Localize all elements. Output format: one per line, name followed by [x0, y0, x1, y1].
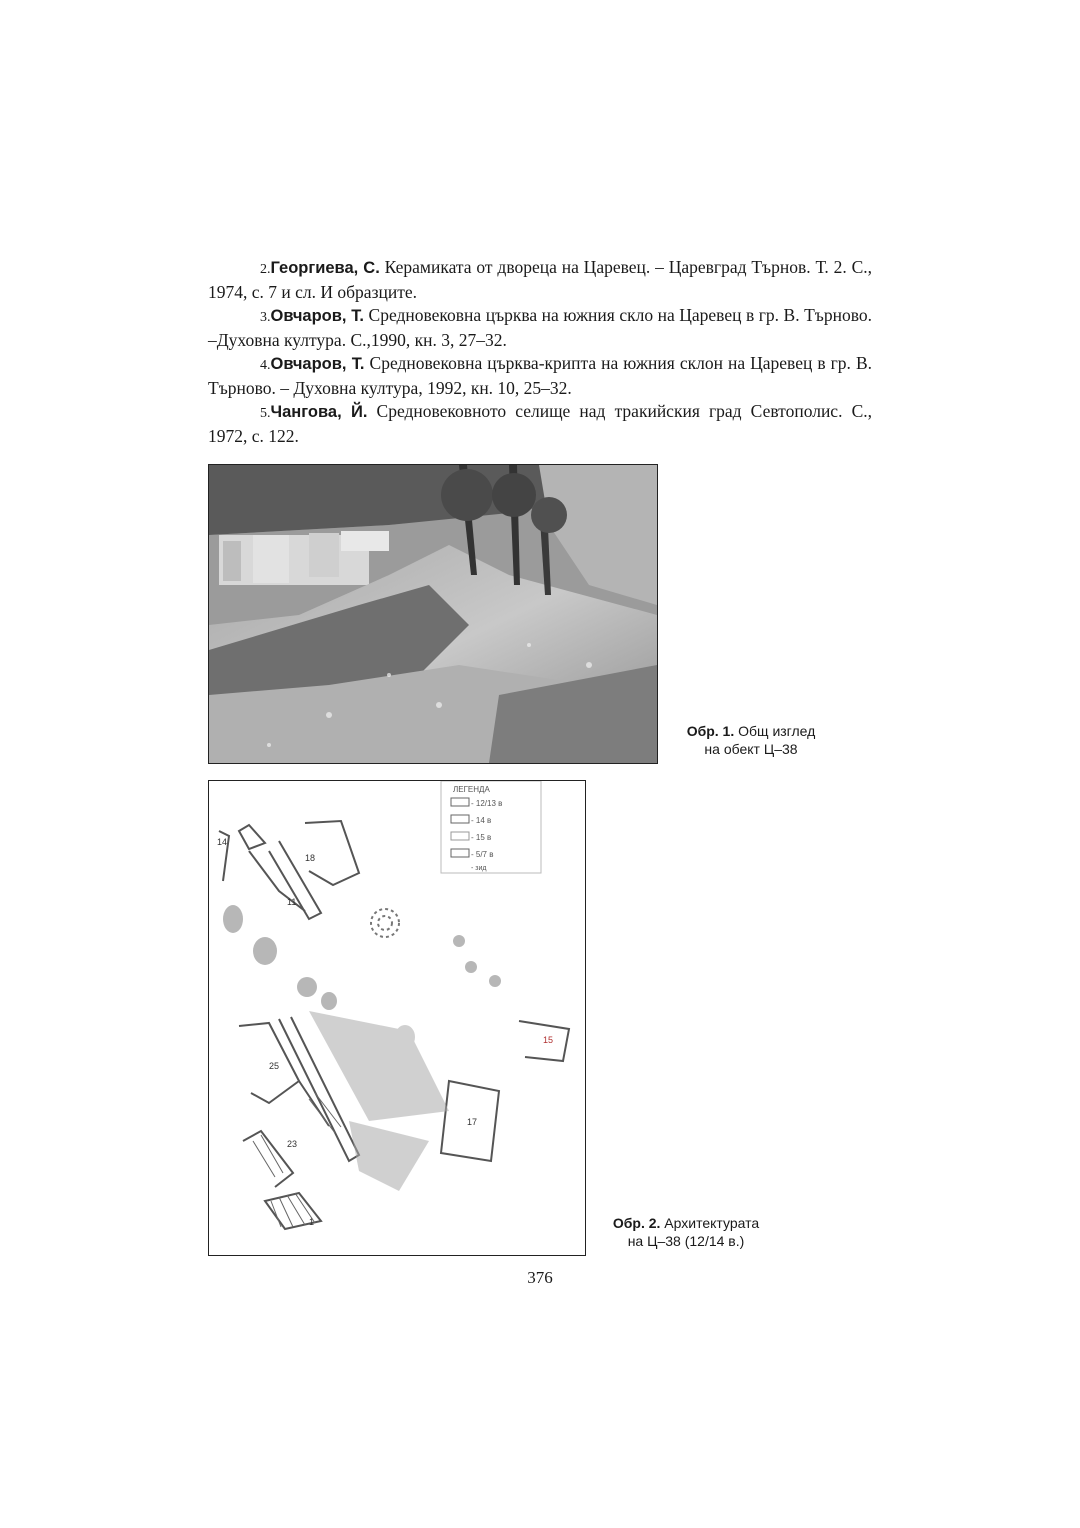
building-number: 23 [287, 1139, 298, 1149]
figure-1-photo [208, 464, 658, 764]
figure-1-caption: Обр. 1. Общ изглед на обект Ц–38 [686, 723, 816, 757]
references [208, 256, 872, 448]
reference-3: 3.Овчаров, Т. Средновековна църква на южния скло на Царевец в гр. В. Търново. –Духовна култура. С.,1990, кн. 3, 27–32. [208, 305, 872, 350]
legend-row-2: - 14 в [471, 816, 492, 825]
figure-2-plan [208, 780, 586, 1256]
building-number: 15 [543, 1035, 554, 1045]
building-number: 17 [467, 1117, 478, 1127]
reference-5: 5.Чангова, Й. Средновековното селище над тракийския град Севтополис. С., 1972, с. 122. [208, 401, 872, 446]
legend-title: ЛЕГЕНДА [453, 785, 490, 794]
architecture-plan-drawing [209, 781, 585, 1255]
reference-2: 2.Георгиева, С. Керамиката от двореца на Царевец. – Царевград Търнов. Т. 2. С., 1974, с. 7 и сл. И образците. [208, 257, 872, 302]
site-photo-image [209, 465, 657, 763]
figure-2-caption: Обр. 2. Архитектурата на Ц–38 (12/14 в.) [612, 1215, 760, 1249]
building-number: 25 [269, 1061, 280, 1071]
legend-row-3: - 15 в [471, 833, 492, 842]
building-number: 18 [305, 853, 316, 863]
page-number: 376 [527, 1268, 553, 1287]
legend-row-1: - 12/13 в [471, 799, 503, 808]
building-number: 1 [309, 1217, 315, 1227]
building-number: 11 [287, 897, 297, 907]
building-number: 14 [217, 837, 228, 847]
reference-4: 4.Овчаров, Т. Средновековна църква-крипта на южния склон на Царевец в гр. В. Търново. – Духовна култура, 1992, кн. 10, 25–32. [208, 353, 872, 398]
plan-legend [441, 781, 541, 873]
legend-row-4: - 5/7 в [471, 850, 494, 859]
legend-row-5: - зид [471, 865, 487, 872]
